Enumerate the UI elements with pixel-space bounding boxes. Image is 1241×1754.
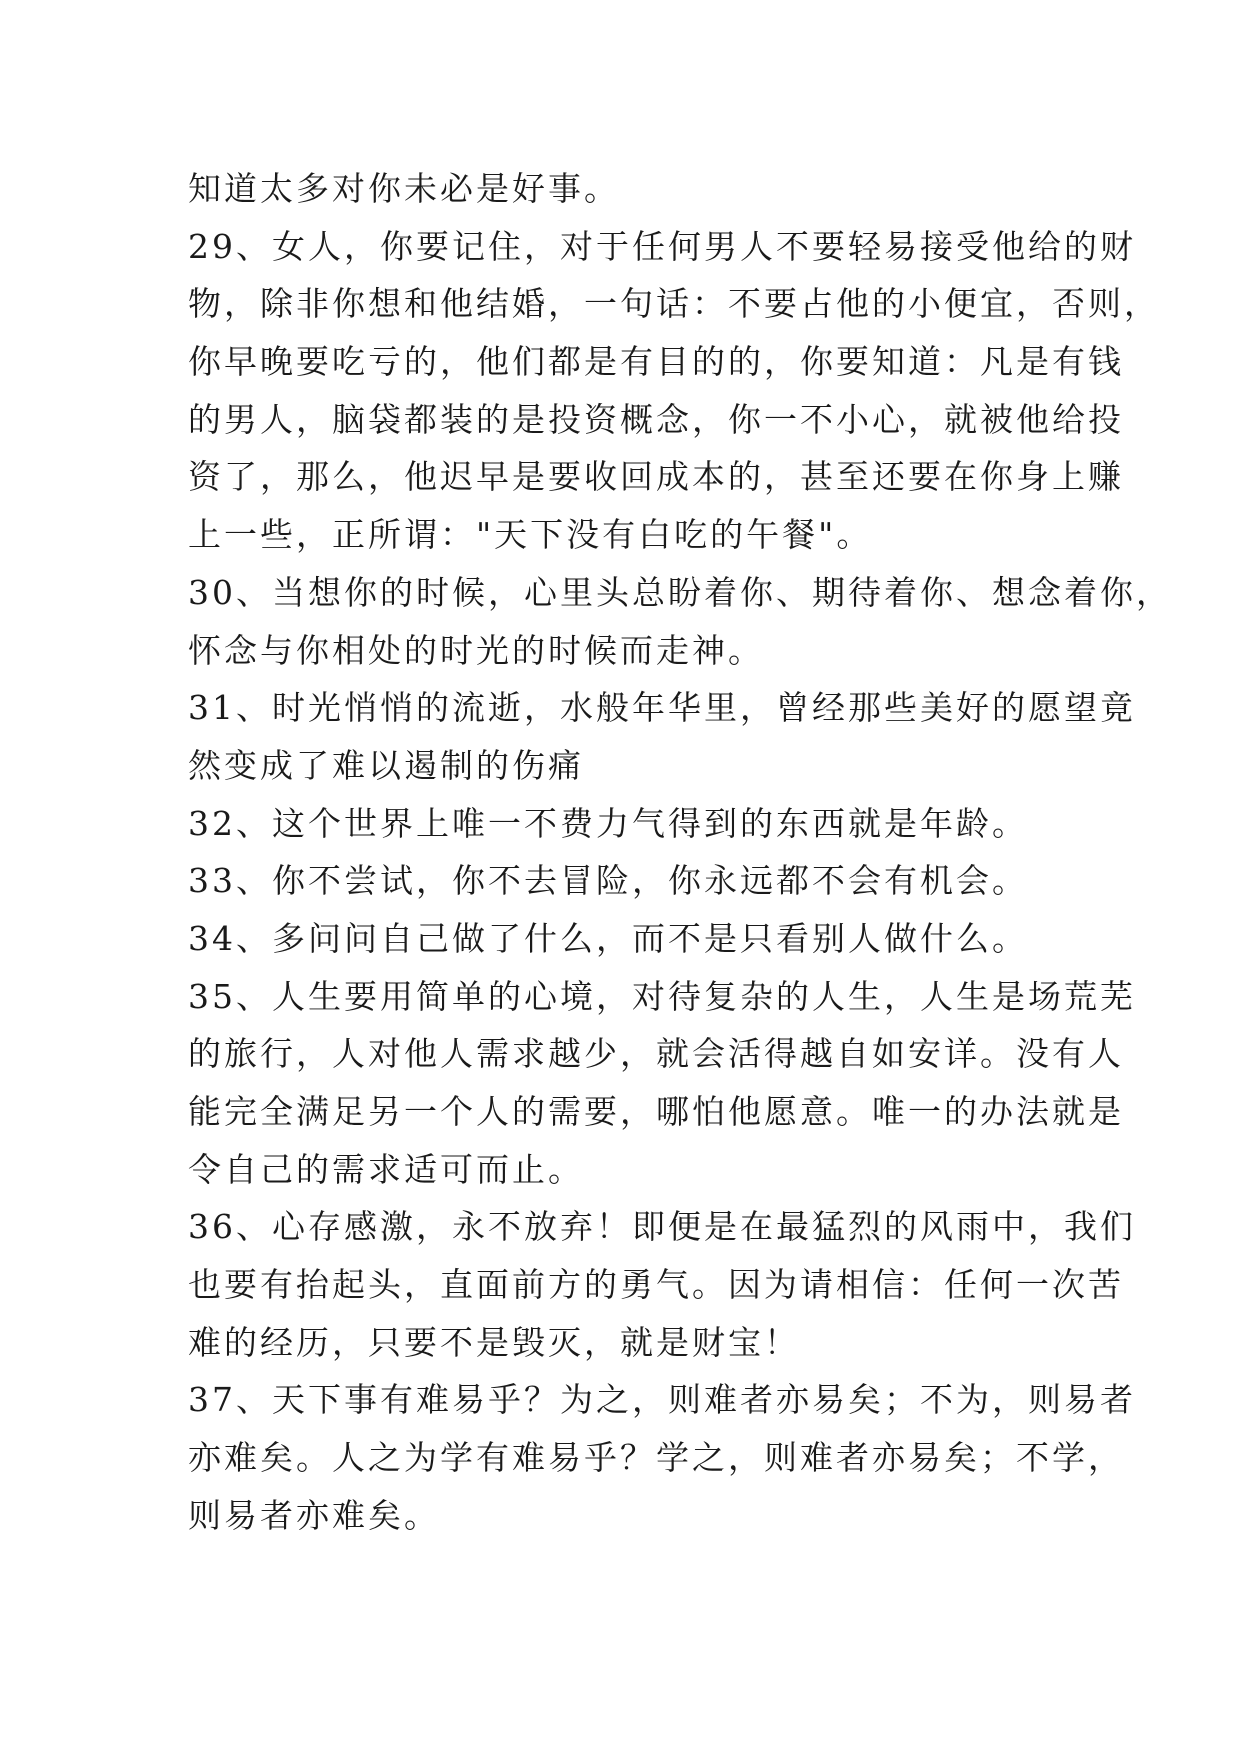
text-line: 33、你不尝试，你不去冒险，你永远都不会有机会。	[188, 861, 1028, 901]
text-line: 29、女人，你要记住，对于任何男人不要轻易接受他给的财	[188, 226, 1136, 266]
text-line: 37、天下事有难易乎？为之，则难者亦易矣；不为，则易者	[188, 1380, 1136, 1420]
paragraph-34	[188, 910, 1088, 968]
text-line: 怀念与你相处的时光的时候而走神。	[188, 630, 764, 670]
text-line: 也要有抬起头，直面前方的勇气。因为请相信：任何一次苦	[188, 1265, 1124, 1305]
text-line: 物，除非你想和他结婚，一句话：不要占他的小便宜，否则，	[188, 284, 1160, 324]
text-line: 能完全满足另一个人的需要，哪怕他愿意。唯一的办法就是	[188, 1092, 1124, 1131]
text-line: 令自己的需求适可而止。	[188, 1149, 584, 1189]
body-text	[188, 160, 1172, 1545]
paragraph-continuation	[188, 160, 1088, 218]
text-line: 的旅行，人对他人需求越少，就会活得越自如安详。没有人	[188, 1034, 1124, 1074]
text-line: 然变成了难以遏制的伤痛	[188, 745, 584, 785]
text-line: 则易者亦难矣。	[188, 1495, 440, 1535]
text-line: 知道太多对你未必是好事。	[188, 169, 620, 208]
paragraph-33	[188, 852, 1088, 910]
text-line: 30、当想你的时候，心里头总盼着你、期待着你、想念着你，	[188, 572, 1172, 612]
text-line: 34、多问问自己做了什么，而不是只看别人做什么。	[188, 918, 1028, 958]
text-line: 36、心存感激，永不放弃！即便是在最猛烈的风雨中，我们	[188, 1207, 1136, 1247]
text-line: 资了，那么，他迟早是要收回成本的，甚至还要在你身上赚	[188, 457, 1124, 497]
text-line: 上一些，正所谓："天下没有白吃的午餐"。	[188, 515, 873, 555]
paragraph-36	[188, 1198, 1136, 1371]
text-line: 难的经历，只要不是毁灭，就是财宝！	[188, 1322, 800, 1362]
text-line: 32、这个世界上唯一不费力气得到的东西就是年龄。	[188, 803, 1028, 843]
text-line: 你早晚要吃亏的，他们都是有目的的，你要知道：凡是有钱	[188, 342, 1124, 382]
paragraph-35	[188, 968, 1136, 1199]
text-line: 35、人生要用简单的心境，对待复杂的人生，人生是场荒芜	[188, 976, 1136, 1016]
text-line: 亦难矣。人之为学有难易乎？学之，则难者亦易矣；不学，	[188, 1438, 1124, 1478]
text-line: 的男人，脑袋都装的是投资概念，你一不小心，就被他给投	[188, 399, 1124, 439]
paragraph-29	[188, 218, 1160, 564]
paragraph-37	[188, 1371, 1136, 1544]
paragraph-31	[188, 679, 1136, 794]
text-line: 31、时光悄悄的流逝，水般年华里，曾经那些美好的愿望竟	[188, 688, 1136, 728]
paragraph-30	[188, 564, 1172, 679]
paragraph-32	[188, 795, 1088, 853]
